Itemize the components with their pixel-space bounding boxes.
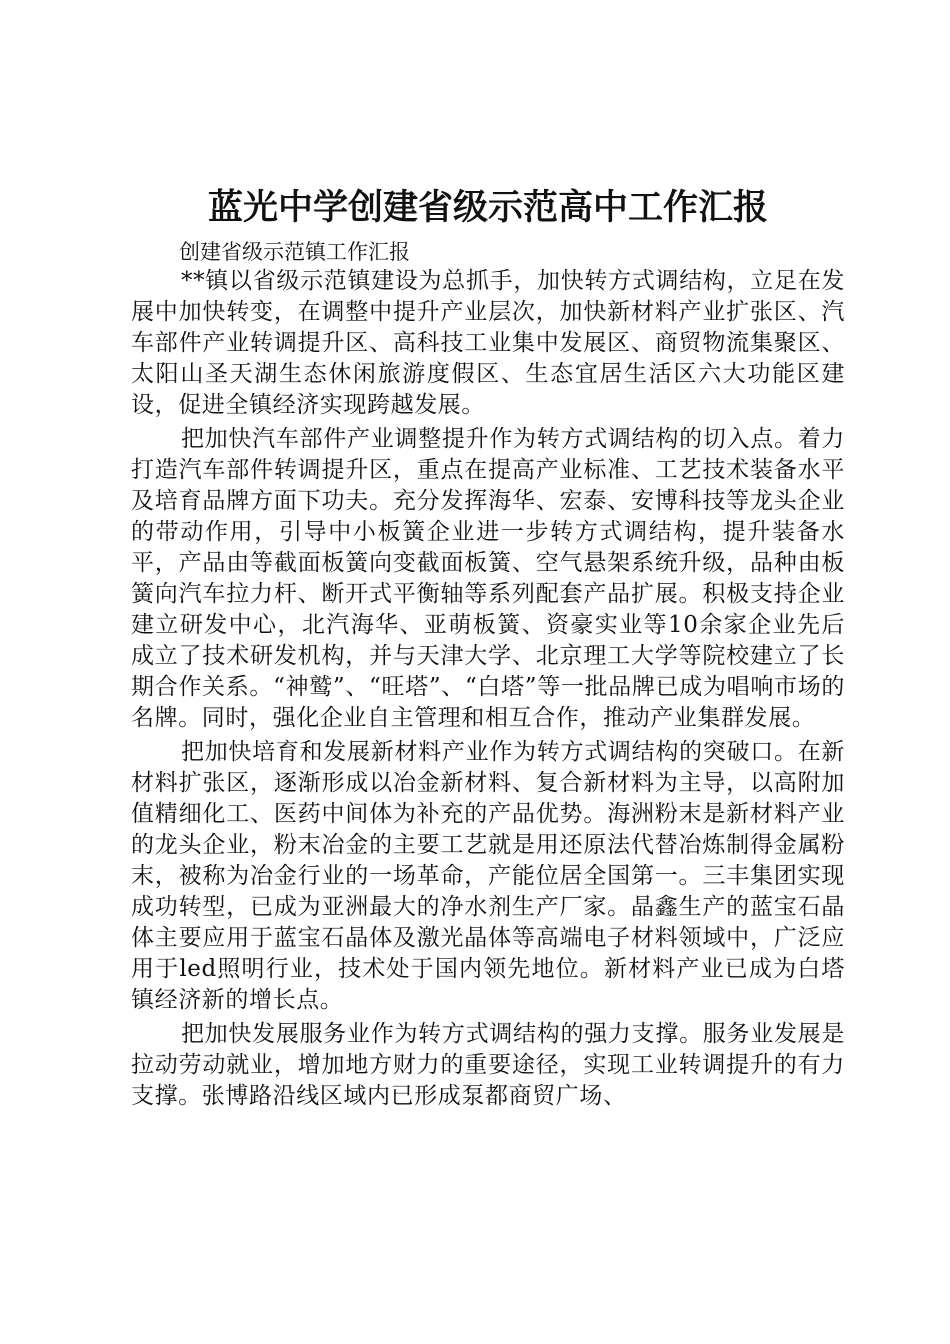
paragraph-intro: **镇以省级示范镇建设为总抓手，加快转方式调结构，立足在发展中加快转变，在调整中提升产业层次，加快新材料产业扩张区、汽车部件产业转调提升区、高科技工业集中发展区、商贸物流集聚区、太阳山圣天湖生态休闲旅游度假区、生态宜居生活区六大功能区建设，促进全镇经济实现跨越发展。 (131, 268, 845, 418)
document-subtitle: 创建省级示范镇工作汇报 (179, 240, 410, 264)
document-page (131, 180, 845, 1115)
paragraph-services: 把加快发展服务业作为转方式调结构的强力支撑。服务业发展是拉动劳动就业，增加地方财力的重要途径，实现工业转调提升的有力支撑。张博路沿线区域内已形成泵都商贸广场、 (131, 1021, 845, 1109)
paragraph-new-materials: 把加快培育和发展新材料产业作为转方式调结构的突破口。在新材料扩张区，逐渐形成以冶金新材料、复合新材料为主导，以高附加值精细化工、医药中间体为补充的产品优势。海洲粉末是新材料产业的龙头企业，粉末冶金的主要工艺就是用还原法代替冶炼制得金属粉末，被称为冶金行业的一场革命，产能位居全国第一。三丰集团实现成功转型，已成为亚洲最大的净水剂生产厂家。晶鑫生产的蓝宝石晶体主要应用于蓝宝石晶体及激光晶体等高端电子材料领域中，广泛应用于led照明行业，技术处于国内领先地位。新材料产业已成为白塔镇经济新的增长点。 (131, 739, 845, 1013)
paragraph-auto-parts: 把加快汽车部件产业调整提升作为转方式调结构的切入点。着力打造汽车部件转调提升区，重点在提高产业标准、工艺技术装备水平及培育品牌方面下功夫。充分发挥海华、宏泰、安博科技等龙头企业的带动作用，引导中小板簧企业进一步转方式调结构，提升装备水平，产品由等截面板簧向变截面板簧、空气悬架系统升级，品种由板簧向汽车拉力杆、断开式平衡轴等系列配套产品扩展。积极支持企业建立研发中心，北汽海华、亚萌板簧、资豪实业等10余家企业先后成立了技术研发机构，并与天津大学、北京理工大学等院校建立了长期合作关系。“神鹫”、“旺塔”、“白塔”等一批品牌已成为唱响市场的名牌。同时，强化企业自主管理和相互合作，推动产业集群发展。 (131, 426, 845, 731)
document-title: 蓝光中学创建省级示范高中工作汇报 (207, 188, 768, 228)
